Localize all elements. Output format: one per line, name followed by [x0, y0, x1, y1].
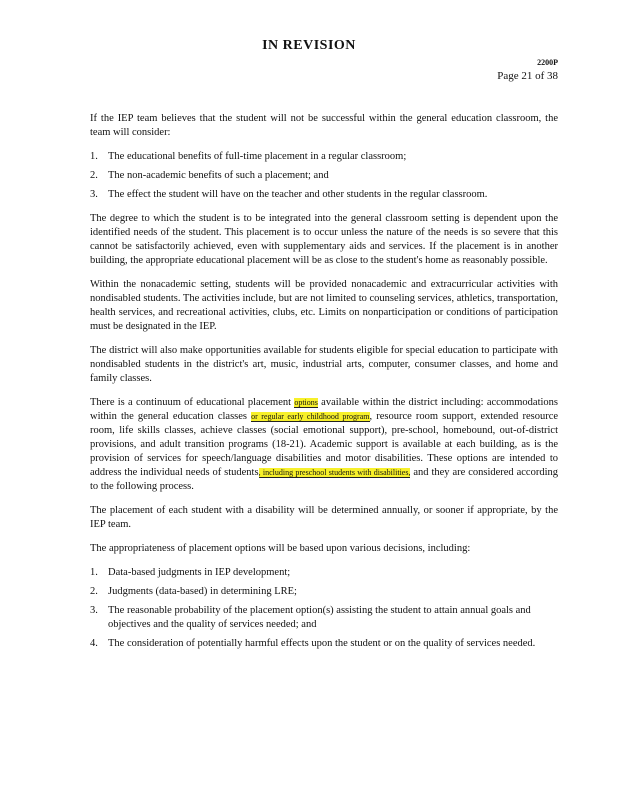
- paragraph-1: If the IEP team believes that the student will not be successful within the general education classroom, the team will consider:: [90, 113, 558, 138]
- list-item: 1. The educational benefits of full-time placement in a regular classroom;: [90, 151, 407, 162]
- paragraph-7: The appropriateness of placement options will be based upon various decisions, including:: [90, 543, 471, 554]
- document-body: [90, 112, 558, 661]
- paragraph-5: There is a continuum of educational placement options available within the district including: accommodations within the general education classes or regular early childhood program, resource room support, extended resource room, life skills classes, achieve classes (social emotional support), pre-school, homebound, out-of-district provisions, and adult transition programs (18-21). Academic support is available at each building, as is the provision of services for speech/language disabilities and motor disabilities. These options are intended to address the individual needs of students, including preschool students with disabilities, and they are considered according to the following process.: [90, 397, 559, 492]
- page-number: Page 21 of 38: [497, 70, 558, 82]
- paragraph-3: Within the nonacademic setting, students will be provided nonacademic and extracurricular activities with nondisabled students. The activities include, but are not limited to counseling services, athletics, transportation, health services, and recreational activities, clubs, etc. Limits on nonparticipation or conditions of participation must be designated in the IEP.: [90, 279, 558, 332]
- paragraph-2: The degree to which the student is to be integrated into the general classroom setting is dependent upon the identified needs of the student. This placement is to occur unless the nature of the needs is so severe that this cannot be satisfactorily achieved, even with supplementary aids and services. If the placement is in another building, the appropriate educational placement will be as close to the student's home as reasonably possible.: [90, 213, 558, 266]
- highlighted-insertion: , including preschool students with disabilities,: [258, 468, 411, 477]
- list-item: 4. The consideration of potentially harmful effects upon the student or on the quality of services needed.: [90, 638, 536, 649]
- paragraph-4: The district will also make opportunities available for students eligible for special education to participate with nondisabled students in the district's art, music, industrial arts, computer, consumer classes, and home and family classes.: [90, 345, 558, 384]
- policy-code: 2200P: [537, 58, 558, 67]
- paragraph-6: The placement of each student with a disability will be determined annually, or sooner if appropriate, by the IEP team.: [90, 505, 558, 530]
- decision-list: [90, 566, 558, 651]
- page-title: IN REVISION: [262, 38, 356, 53]
- list-item: 2. The non-academic benefits of such a placement; and: [90, 170, 329, 181]
- list-item: 3. The reasonable probability of the placement option(s) assisting the student to attain annual goals and objectives and the quality of services needed; and: [90, 605, 531, 630]
- list-item: 2. Judgments (data-based) in determining LRE;: [90, 586, 297, 597]
- list-item: 1. Data-based judgments in IEP development;: [90, 567, 291, 578]
- list-item: 3. The effect the student will have on the teacher and other students in the regular classroom.: [90, 189, 488, 200]
- highlighted-insertion: or regular early childhood program: [251, 412, 370, 421]
- highlighted-insertion: options: [294, 398, 318, 407]
- consideration-list: [90, 150, 558, 202]
